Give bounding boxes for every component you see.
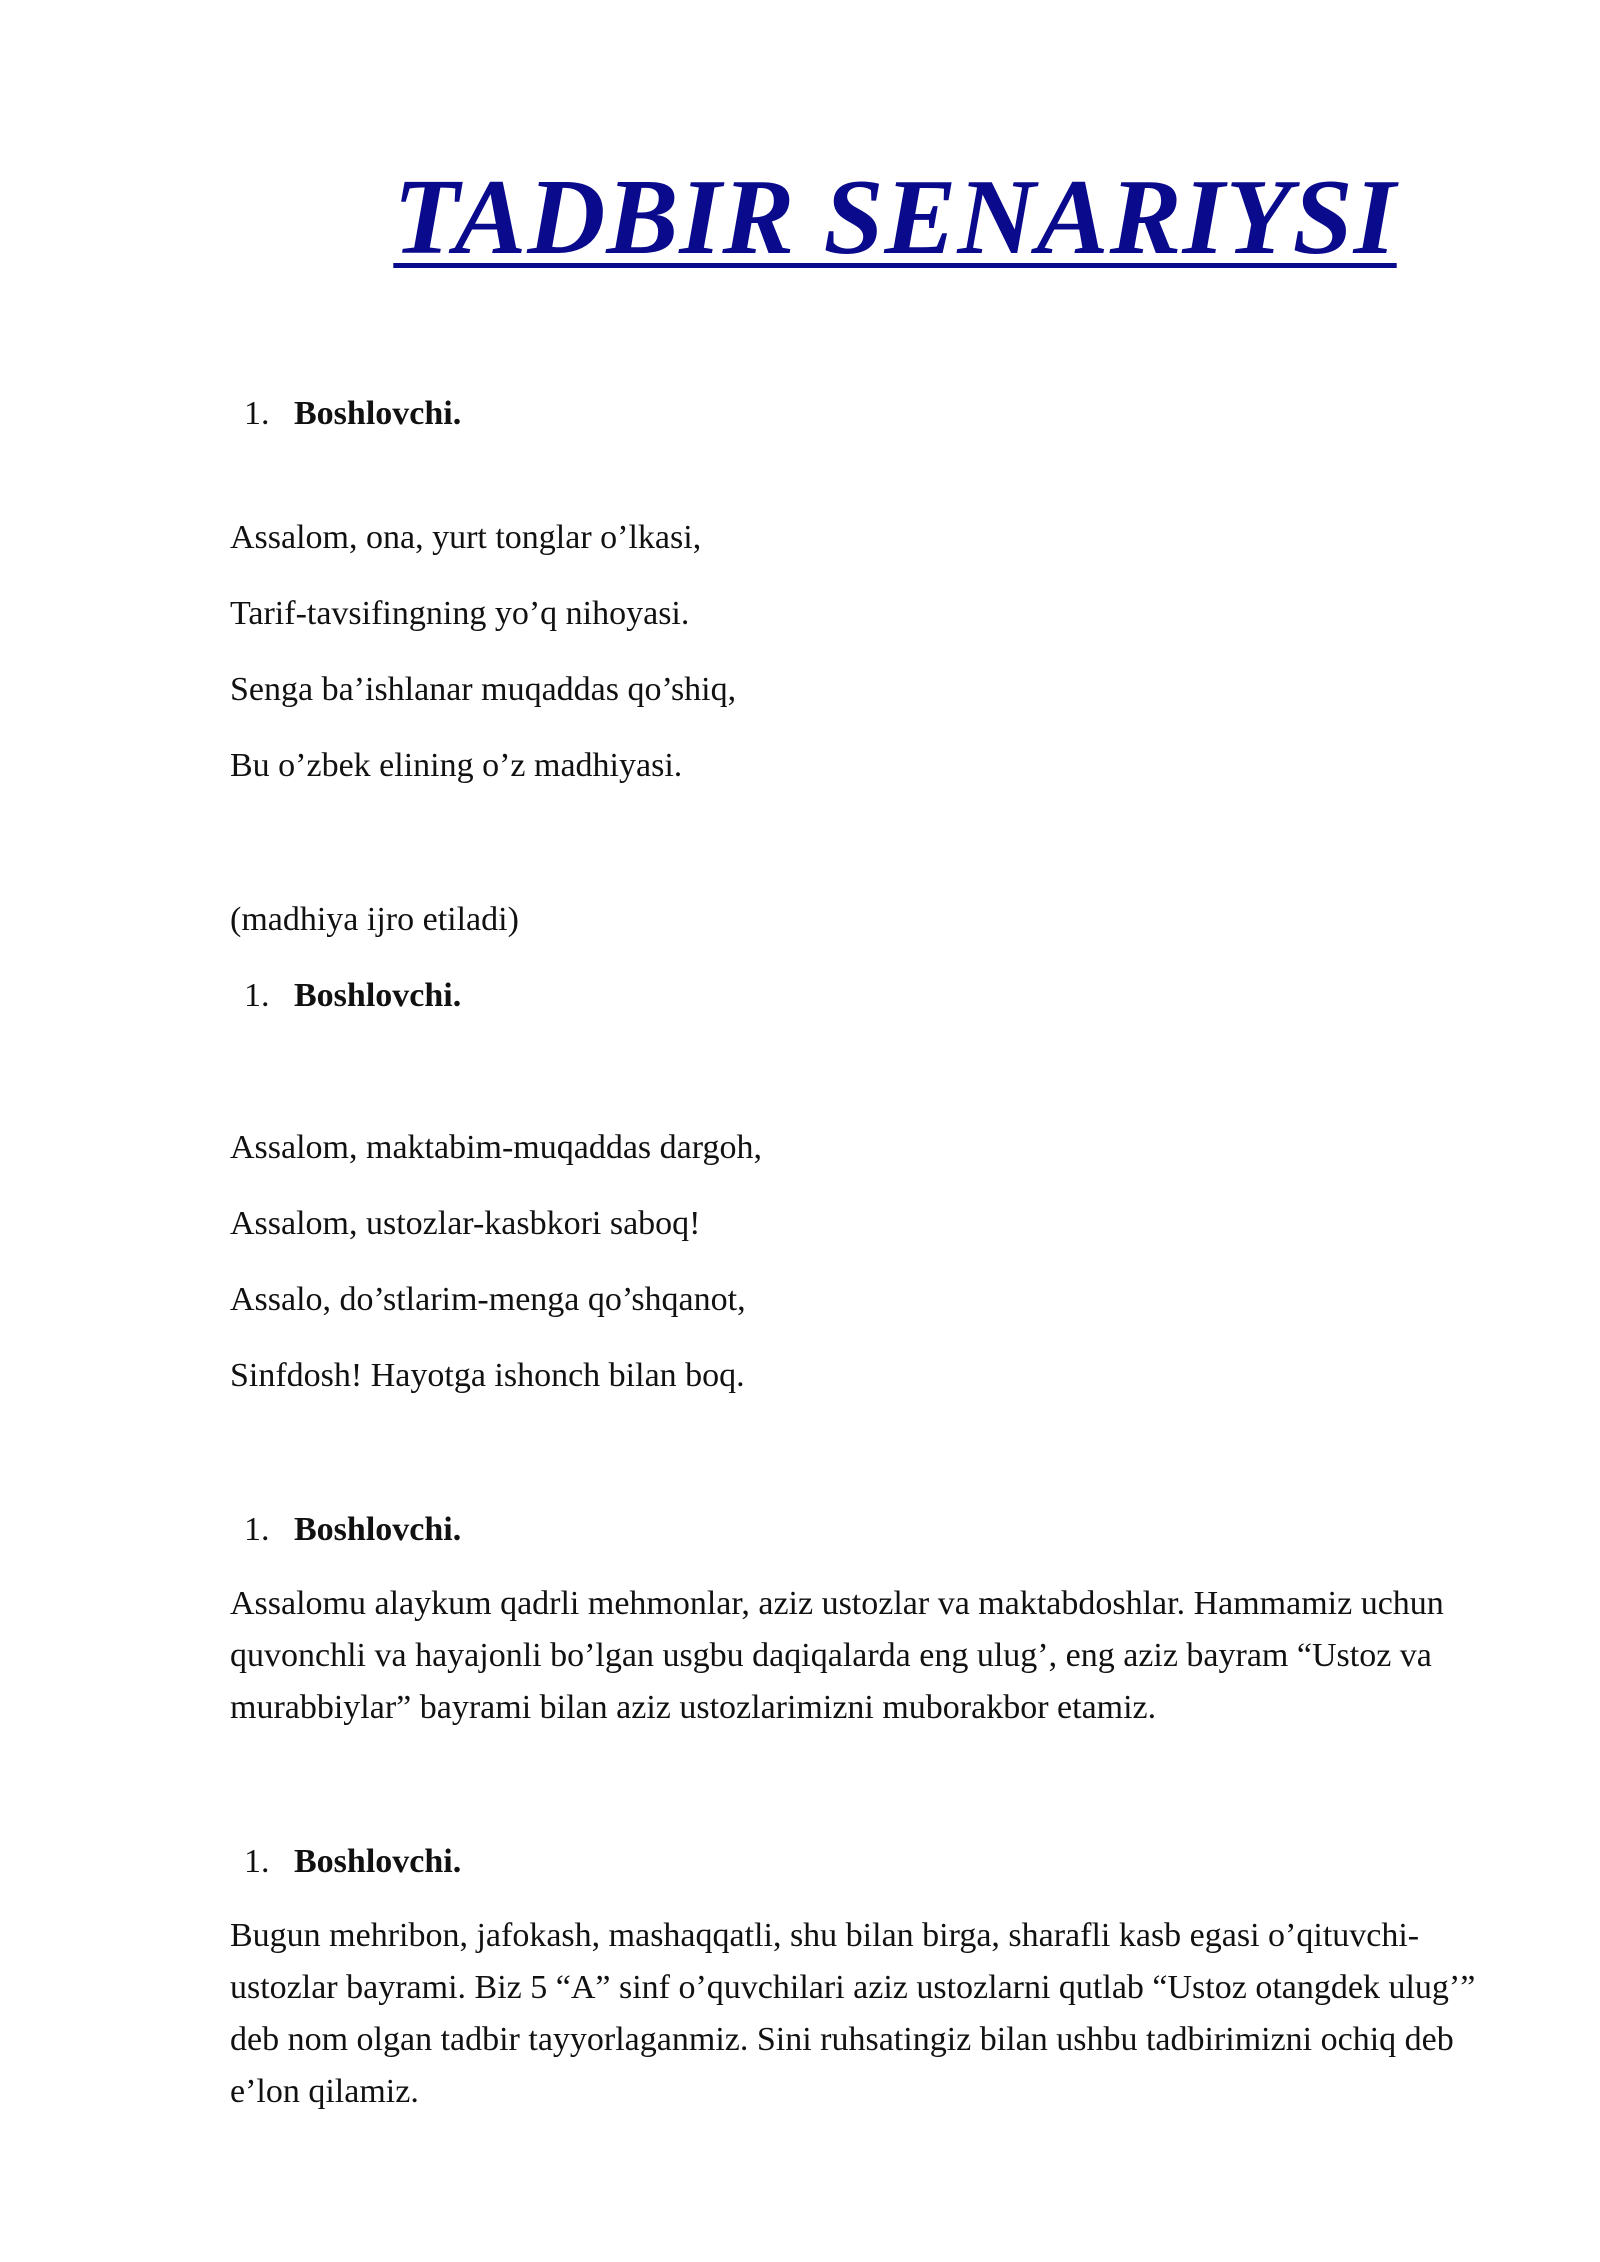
verse-line: Tarif-tavsifingning yo’q nihoyasi. xyxy=(230,595,690,632)
verse-block xyxy=(230,1122,1490,1426)
paragraph: Assalomu alaykum qadrli mehmonlar, aziz ustozlar va maktabdoshlar. Hammamiz uchun quvonchli va hayajonli bo’lgan usgbu daqiqalarda eng ulug’, eng aziz bayram “Ustoz va murabbiylar” bayrami bilan aziz ustozlarimizni muborakbor etamiz. xyxy=(230,1585,1444,1726)
section-heading xyxy=(244,970,461,1022)
verse-line: Senga ba’ishlanar muqaddas qo’shiq, xyxy=(230,671,737,708)
verse-line: Assalom, ona, yurt tonglar o’lkasi, xyxy=(230,519,702,556)
section-heading xyxy=(244,1504,461,1556)
section-label: Boshlovchi. xyxy=(294,395,462,432)
section-label: Boshlovchi. xyxy=(294,1843,462,1880)
stage-direction: (madhiya ijro etiladi) xyxy=(230,901,519,938)
verse-line: Assalom, ustozlar-kasbkori saboq! xyxy=(230,1205,701,1242)
section-label: Boshlovchi. xyxy=(294,1511,462,1548)
verse-line: Bu o’zbek elining o’z madhiyasi. xyxy=(230,747,683,784)
verse-line: Assalom, maktabim-muqaddas dargoh, xyxy=(230,1129,762,1166)
section-label: Boshlovchi. xyxy=(294,977,462,1014)
section-number: 1. xyxy=(244,395,270,432)
section-number: 1. xyxy=(244,1511,270,1548)
paragraph: Bugun mehribon, jafokash, mashaqqatli, shu bilan birga, sharafli kasb egasi o’qituvchi-ustozlar bayrami. Biz 5 “A” sinf o’quvchilari aziz ustozlarni qutlab “Ustoz otangdek ulug’” deb nom olgan tadbir tayyorlaganmiz. Sini ruhsatingiz bilan ushbu tadbirimizni ochiq deb e’lon qilamiz. xyxy=(230,1917,1476,2110)
section-number: 1. xyxy=(244,1843,270,1880)
section-heading xyxy=(244,388,461,440)
verse-block xyxy=(230,512,1490,816)
verse-line: Assalo, do’stlarim-menga qo’shqanot, xyxy=(230,1281,746,1318)
section-number: 1. xyxy=(244,977,270,1014)
document-title: TADBIR SENARIYSI xyxy=(393,158,1397,277)
section-heading xyxy=(244,1836,461,1888)
verse-line: Sinfdosh! Hayotga ishonch bilan boq. xyxy=(230,1357,745,1394)
